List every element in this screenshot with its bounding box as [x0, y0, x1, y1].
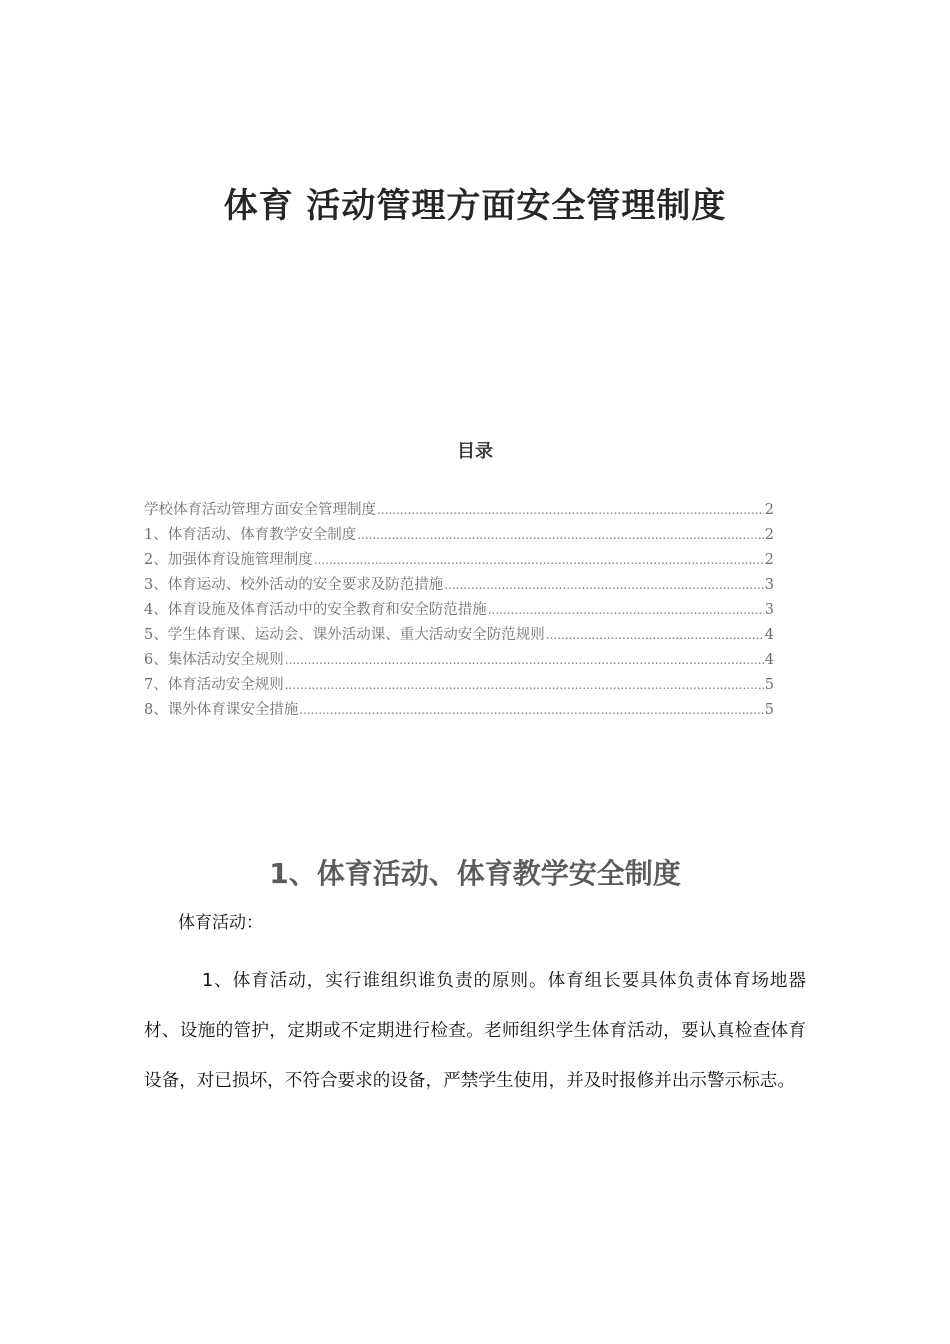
toc-entry-page: 4: [764, 627, 774, 643]
toc-entry[interactable]: [144, 598, 774, 623]
toc-entry-page: 2: [764, 502, 774, 518]
toc-entry-label: 3、体育运动、校外活动的安全要求及防范措施: [144, 577, 444, 593]
toc-dot-leader: [488, 602, 764, 618]
toc-entry[interactable]: [144, 698, 774, 723]
toc-dot-leader: [314, 552, 764, 568]
toc-entry-page: 2: [764, 552, 774, 568]
toc-entry-label: 2、加强体育设施管理制度: [144, 552, 313, 568]
toc-entry-label: 7、体育活动安全规则: [144, 677, 284, 693]
toc-dot-leader: [357, 527, 764, 543]
toc-entry-page: 3: [764, 602, 774, 618]
toc-entry[interactable]: [144, 648, 774, 673]
toc-entry-label: 4、体育设施及体育活动中的安全教育和安全防范措施: [144, 602, 487, 618]
toc-dot-leader: [444, 577, 764, 593]
section-heading: 1、体育活动、体育教学安全制度: [269, 857, 681, 890]
toc-entry[interactable]: [144, 498, 774, 523]
toc-dot-leader: [546, 627, 764, 643]
section-sub-label: 体育活动：: [178, 913, 263, 933]
toc-entry-label: 5、学生体育课、运动会、课外活动课、重大活动安全防范规则: [144, 627, 545, 643]
toc-entry[interactable]: [144, 548, 774, 573]
toc-entry-page: 5: [764, 702, 774, 718]
toc-dot-leader: [285, 652, 764, 668]
body-paragraph: 1、体育活动，实行谁组织谁负责的原则。体育组长要具体负责体育场地器材、设施的管护，定期或不定期进行检查。老师组织学生体育活动，要认真检查体育设备，对已损坏，不符合要求的设备，严禁学生使用，并及时报修并出示警示标志。: [144, 971, 806, 1091]
document-title: 体育 活动管理方面安全管理制度: [223, 186, 727, 226]
toc-entry-label: 6、集体活动安全规则: [144, 652, 284, 668]
toc-dot-leader: [285, 677, 764, 693]
toc-entry[interactable]: [144, 673, 774, 698]
toc-dot-leader: [299, 702, 764, 718]
toc-entry-label: 8、课外体育课安全措施: [144, 702, 299, 718]
toc-entry-page: 2: [764, 527, 774, 543]
toc-entry-label: 1、体育活动、体育教学安全制度: [144, 527, 357, 543]
toc-entry[interactable]: [144, 523, 774, 548]
toc-entry-label: 学校体育活动管理方面安全管理制度: [144, 502, 376, 518]
toc-dot-leader: [377, 502, 764, 518]
toc-entry[interactable]: [144, 573, 774, 598]
toc-entry-page: 3: [764, 577, 774, 593]
toc-entry-page: 5: [764, 677, 774, 693]
toc-heading: 目录: [457, 441, 493, 462]
toc-entry[interactable]: [144, 623, 774, 648]
table-of-contents: [144, 498, 774, 723]
toc-entry-page: 4: [764, 652, 774, 668]
